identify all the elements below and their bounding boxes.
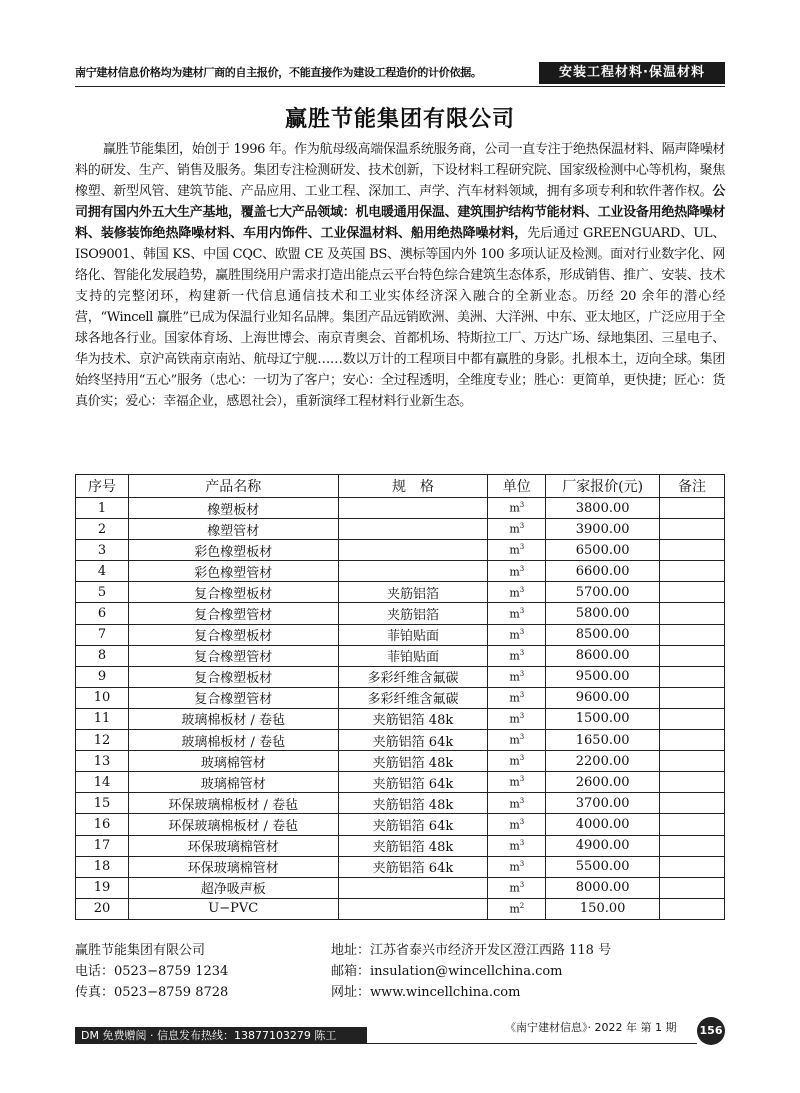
unit-base: m: [509, 776, 520, 790]
unit-base: m: [509, 670, 520, 684]
cell-price: 6600.00: [546, 561, 660, 582]
cell-unit: [488, 898, 546, 919]
table-row: [76, 603, 725, 624]
cell-unit: [488, 540, 546, 561]
page-number: 156: [697, 1017, 725, 1045]
page-footer: [75, 1016, 725, 1044]
cell-price: 1500.00: [546, 708, 660, 729]
cell-no: 6: [76, 603, 129, 624]
unit-exponent: 3: [519, 691, 525, 700]
cell-spec: [338, 498, 488, 519]
contact-address: 地址：江苏省泰兴市经济开发区澄江西路 118 号: [331, 943, 612, 958]
cell-no: 5: [76, 582, 129, 603]
cell-no: 12: [76, 730, 129, 751]
unit-base: m: [509, 565, 520, 579]
unit-exponent: 3: [519, 543, 525, 552]
table-row: [76, 898, 725, 919]
contact-company: 赢胜节能集团有限公司: [75, 943, 206, 958]
cell-spec: [338, 561, 488, 582]
cell-name: 复合橡塑板材: [128, 666, 338, 687]
cell-price: 1650.00: [546, 730, 660, 751]
cell-name: 橡塑板材: [128, 498, 338, 519]
cell-price: 9600.00: [546, 687, 660, 708]
cell-spec: 夹筋铝箔 64k: [338, 772, 488, 793]
cell-spec: 夹筋铝箔 48k: [338, 751, 488, 772]
table-row: [76, 708, 725, 729]
cell-spec: 菲铂贴面: [338, 624, 488, 645]
cell-unit: [488, 645, 546, 666]
table-row: [76, 498, 725, 519]
table-row: [76, 561, 725, 582]
table-row: [76, 582, 725, 603]
cell-note: [660, 582, 725, 603]
col-header-no: 序号: [76, 475, 129, 498]
header-notice: 南宁建材信息价格均为建材厂商的自主报价，不能直接作为建设工程造价的计价依据。: [75, 66, 482, 79]
table-row: [76, 730, 725, 751]
table-row: [76, 751, 725, 772]
cell-price: 6500.00: [546, 540, 660, 561]
cell-spec: 夹筋铝箔 64k: [338, 814, 488, 835]
footer-dm-banner: DM 免费赠阅 · 信息发布热线：13877103279 陈工: [75, 1027, 367, 1044]
contact-right: [331, 940, 725, 1003]
cell-note: [660, 498, 725, 519]
unit-exponent: 3: [519, 669, 525, 678]
cell-name: 环保玻璃棉管材: [128, 835, 338, 856]
contact-phone: 电话：0523−8759 1234: [75, 964, 229, 979]
unit-exponent: 3: [519, 627, 525, 636]
cell-price: 3700.00: [546, 793, 660, 814]
table-row: [76, 687, 725, 708]
contact-fax: 传真：0523−8759 8728: [75, 985, 229, 1000]
cell-unit: [488, 498, 546, 519]
cell-price: 2600.00: [546, 772, 660, 793]
cell-spec: 多彩纤维含氟碳: [338, 687, 488, 708]
cell-name: 玻璃棉管材: [128, 772, 338, 793]
unit-base: m: [509, 860, 520, 874]
cell-price: 3900.00: [546, 519, 660, 540]
cell-no: 4: [76, 561, 129, 582]
unit-base: m: [509, 797, 520, 811]
cell-note: [660, 877, 725, 898]
cell-spec: 菲铂贴面: [338, 645, 488, 666]
cell-unit: [488, 708, 546, 729]
table-row: [76, 624, 725, 645]
cell-price: 150.00: [546, 898, 660, 919]
cell-spec: 夹筋铝箔 64k: [338, 730, 488, 751]
unit-exponent: 3: [519, 733, 525, 742]
intro-bold-text: 公司拥有国内外五大生产基地，覆盖七大产品领域：机电暖通用保温、建筑围护结构节能材料、工业设备用绝热降噪材料、装修装饰绝热降噪材料、车用内饰件、工业保温材料、船用绝热降噪材料，: [75, 184, 725, 241]
cell-note: [660, 708, 725, 729]
unit-exponent: 3: [519, 564, 525, 573]
header-divider: [75, 86, 725, 87]
cell-unit: [488, 582, 546, 603]
unit-exponent: 3: [519, 859, 525, 868]
cell-unit: [488, 561, 546, 582]
intro-text-2: 先后通过 GREENGUARD、UL、ISO9001、韩国 KS、中国 CQC、欧盟 CE 及英国 BS、澳标等国内外 100 多项认证及检测。面对行业数字化、网络化、智能化发展趋势，赢胜围绕用户需求打造出能点云平台特色综合建筑生态体系，形成销售、推广、安装、技术支持的完整闭环，构建新一代信息通信技术和工业实体经济深入融合的全新业态。历经 20 余年的潜心经营，“Wincell 赢胜”已成为保温行业知名品牌。集团产品远销欧洲、美洲、大洋洲、中东、亚太地区，广泛应用于全球各地各行业。国家体育场、上海世博会、南京青奥会、首都机场、特斯拉工厂、万达广场、绿地集团、三星电子、华为技术、京沪高铁南京南站、航母辽宁舰……数以万计的工程项目中都有赢胜的身影。扎根本土，迈向全球。集团始终坚持用“五心”服务（忠心：一切为了客户；安心：全过程透明，全维度专业；胜心：更简单，更快捷；匠心：货真价实；爱心：幸福企业，感恩社会），重新演绎工程材料行业新生态。: [75, 226, 725, 409]
cell-note: [660, 561, 725, 582]
table-row: [76, 666, 725, 687]
unit-base: m: [509, 881, 520, 895]
unit-exponent: 3: [519, 585, 525, 594]
unit-exponent: 3: [519, 796, 525, 805]
unit-exponent: 3: [519, 712, 525, 721]
price-table-body: [76, 498, 725, 920]
footer-journal: 《南宁建材信息》· 2022 年 第 1 期: [505, 1021, 677, 1034]
cell-name: 玻璃棉管材: [128, 751, 338, 772]
cell-no: 14: [76, 772, 129, 793]
cell-spec: 夹筋铝箔 48k: [338, 835, 488, 856]
unit-exponent: 2: [519, 902, 525, 910]
intro-text-1: 赢胜节能集团，始创于 1996 年。作为航母级高端保温系统服务商，公司一直专注于绝热保温材料、隔声降噪材料的研发、生产、销售及服务。集团专注检测研发、技术创新，下设材料工程研究院、国家级检测中心等机构，聚焦橡塑、新型风管、建筑节能、产品应用、工业工程、深加工、声学、汽车材料领域，拥有多项专利和软件著作权。: [75, 142, 725, 199]
contact-left: [75, 940, 325, 1003]
cell-price: 5500.00: [546, 856, 660, 877]
table-row: [76, 645, 725, 666]
cell-spec: 多彩纤维含氟碳: [338, 666, 488, 687]
unit-base: m: [509, 628, 520, 642]
company-intro: [75, 139, 725, 412]
cell-no: 11: [76, 708, 129, 729]
unit-base: m: [509, 902, 520, 916]
cell-no: 10: [76, 687, 129, 708]
cell-name: 复合橡塑板材: [128, 582, 338, 603]
cell-name: 玻璃棉板材 / 卷毡: [128, 708, 338, 729]
cell-name: 超净吸声板: [128, 877, 338, 898]
cell-price: 8500.00: [546, 624, 660, 645]
unit-exponent: 3: [519, 817, 525, 826]
unit-base: m: [509, 649, 520, 663]
cell-note: [660, 540, 725, 561]
cell-note: [660, 751, 725, 772]
table-row: [76, 772, 725, 793]
col-header-name: 产品名称: [128, 475, 338, 498]
cell-unit: [488, 751, 546, 772]
table-row: [76, 835, 725, 856]
cell-no: 7: [76, 624, 129, 645]
cell-name: 复合橡塑管材: [128, 603, 338, 624]
unit-base: m: [509, 839, 520, 853]
cell-unit: [488, 772, 546, 793]
unit-exponent: 3: [519, 606, 525, 615]
unit-base: m: [509, 733, 520, 747]
cell-no: 18: [76, 856, 129, 877]
table-row: [76, 540, 725, 561]
table-row: [76, 519, 725, 540]
col-header-note: 备注: [660, 475, 725, 498]
price-table: [75, 474, 725, 920]
cell-name: 环保玻璃棉板材 / 卷毡: [128, 793, 338, 814]
cell-spec: 夹筋铝箔 64k: [338, 856, 488, 877]
cell-note: [660, 898, 725, 919]
cell-spec: [338, 519, 488, 540]
cell-note: [660, 603, 725, 624]
contact-block: [75, 940, 725, 1006]
cell-spec: [338, 898, 488, 919]
cell-note: [660, 835, 725, 856]
cell-name: 复合橡塑管材: [128, 687, 338, 708]
table-row: [76, 877, 725, 898]
cell-unit: [488, 519, 546, 540]
cell-note: [660, 519, 725, 540]
unit-exponent: 3: [519, 648, 525, 657]
cell-note: [660, 814, 725, 835]
cell-note: [660, 856, 725, 877]
cell-price: 8600.00: [546, 645, 660, 666]
unit-exponent: 3: [519, 838, 525, 847]
cell-no: 20: [76, 898, 129, 919]
cell-no: 15: [76, 793, 129, 814]
cell-note: [660, 730, 725, 751]
cell-unit: [488, 793, 546, 814]
col-header-price: 厂家报价(元): [546, 475, 660, 498]
cell-price: 4000.00: [546, 814, 660, 835]
cell-price: 8000.00: [546, 877, 660, 898]
cell-spec: [338, 877, 488, 898]
unit-base: m: [509, 501, 520, 515]
unit-exponent: 3: [519, 522, 525, 531]
cell-no: 1: [76, 498, 129, 519]
contact-email: 邮箱：insulation@wincellchina.com: [331, 964, 563, 979]
unit-base: m: [509, 544, 520, 558]
contact-website: 网址：www.wincellchina.com: [331, 985, 521, 1000]
company-title: 赢胜节能集团有限公司: [284, 106, 515, 132]
section-label: 安装工程材料·保温材料: [539, 62, 725, 84]
col-header-unit: 单位: [488, 475, 546, 498]
cell-note: [660, 645, 725, 666]
cell-price: 3800.00: [546, 498, 660, 519]
cell-no: 16: [76, 814, 129, 835]
unit-exponent: 3: [519, 754, 525, 763]
cell-unit: [488, 624, 546, 645]
cell-unit: [488, 730, 546, 751]
cell-unit: [488, 666, 546, 687]
cell-no: 19: [76, 877, 129, 898]
cell-no: 2: [76, 519, 129, 540]
cell-no: 13: [76, 751, 129, 772]
unit-base: m: [509, 712, 520, 726]
cell-unit: [488, 687, 546, 708]
cell-price: 9500.00: [546, 666, 660, 687]
cell-name: 橡塑管材: [128, 519, 338, 540]
footer-divider: [367, 1043, 697, 1044]
cell-name: 环保玻璃棉管材: [128, 856, 338, 877]
cell-name: 玻璃棉板材 / 卷毡: [128, 730, 338, 751]
table-row: [76, 856, 725, 877]
cell-unit: [488, 856, 546, 877]
cell-no: 3: [76, 540, 129, 561]
cell-name: U−PVC: [128, 898, 338, 919]
cell-note: [660, 624, 725, 645]
table-row: [76, 793, 725, 814]
unit-base: m: [509, 522, 520, 536]
cell-note: [660, 772, 725, 793]
cell-name: 环保玻璃棉板材 / 卷毡: [128, 814, 338, 835]
cell-no: 17: [76, 835, 129, 856]
cell-unit: [488, 603, 546, 624]
cell-note: [660, 687, 725, 708]
unit-base: m: [509, 586, 520, 600]
table-row: [76, 814, 725, 835]
unit-exponent: 3: [519, 501, 525, 510]
cell-note: [660, 666, 725, 687]
col-header-spec: 规 格: [338, 475, 488, 498]
cell-spec: 夹筋铝箔: [338, 582, 488, 603]
cell-name: 复合橡塑管材: [128, 645, 338, 666]
cell-no: 8: [76, 645, 129, 666]
cell-name: 复合橡塑板材: [128, 624, 338, 645]
unit-base: m: [509, 755, 520, 768]
unit-exponent: 3: [519, 880, 525, 889]
unit-base: m: [509, 607, 520, 621]
cell-price: 2200.00: [546, 751, 660, 772]
cell-note: [660, 793, 725, 814]
cell-name: 彩色橡塑管材: [128, 561, 338, 582]
cell-price: 5800.00: [546, 603, 660, 624]
cell-spec: 夹筋铝箔 48k: [338, 793, 488, 814]
cell-unit: [488, 835, 546, 856]
page-header: [75, 62, 725, 84]
unit-exponent: 3: [519, 775, 525, 784]
cell-name: 彩色橡塑板材: [128, 540, 338, 561]
unit-base: m: [509, 818, 520, 832]
cell-spec: [338, 540, 488, 561]
cell-price: 5700.00: [546, 582, 660, 603]
unit-base: m: [509, 691, 520, 705]
cell-unit: [488, 814, 546, 835]
table-header-row: [76, 475, 725, 498]
cell-unit: [488, 877, 546, 898]
cell-price: 4900.00: [546, 835, 660, 856]
cell-spec: 夹筋铝箔 48k: [338, 708, 488, 729]
cell-no: 9: [76, 666, 129, 687]
cell-spec: 夹筋铝箔: [338, 603, 488, 624]
